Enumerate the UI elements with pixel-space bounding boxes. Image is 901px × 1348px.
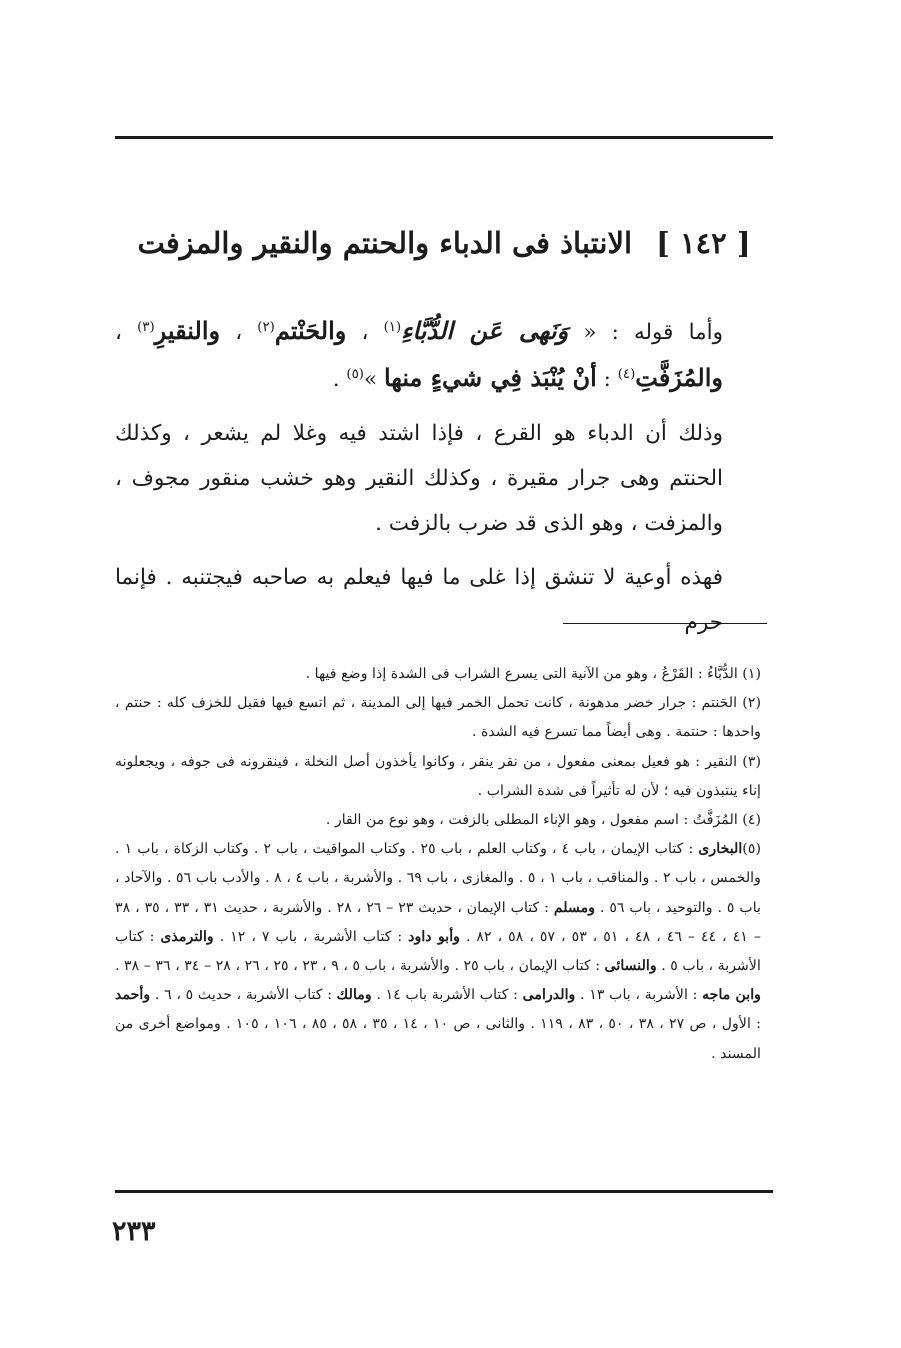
paragraph-1: وأما قوله : « وَنَهى عَن الدُّبَّاءِ$^{(١)}$ ، والحَنْتم$^{(٢)}$ ، والنقيرِ$^{(٣)}$ ، والمُزَفَّتِ$^{(٤)}$ : أنْ يُنْبَذ فِي شيءٍ منها »$^{(٥)}$ .: [115, 316, 723, 392]
paragraph-2: وذلك أن الدباء هو القرع ، فإذا اشتد فيه وغلا لم يشعر ، وكذلك الحنتم وهى جرار مقيرة ، وكذلك النقير وهو خشب منقور مجوف ، والمزفت ، وهو الذى قد ضرب بالزفت .: [115, 421, 723, 536]
paragraph-3: فهذه أوعية لا تنشق إذا غلى ما فيها فيعلم به صاحبه فيجتنبه . فإنما حرم: [115, 565, 723, 635]
footnote-1: (١) الدُّبَّاءُ : القَرْعُ ، وهو من الآنية التى يسرع الشراب فى الشدة إذا وضع فيها .: [305, 666, 761, 682]
footnote-3: (٣) النقير : هو فعيل بمعنى مفعول ، من نقر ينقر ، وكانوا يأخذون أصل النخلة ، فينقرونه فى جوفه ، ويجعلونه إناء ينتبذون فيه ؛ لأن له تأثيراً فى شدة الشراب .: [115, 753, 761, 799]
page-number: ٢٣٣: [112, 1216, 156, 1247]
footnotes: [115, 660, 773, 1069]
top-rule: [115, 136, 773, 139]
bottom-rule: [115, 1190, 773, 1193]
section-heading: [115, 218, 773, 268]
footnote-5: (٥)البخارى : كتاب الإيمان ، باب ٤ ، وكتاب العلم ، باب ٢٥ . وكتاب المواقيت ، باب ٢ . وكتاب الزكاة ، باب ١ . والخمس ، باب ٢ . والمناقب ، باب ١ ، ٥ . والمغازى ، باب ٦٩ . والأشربة ، باب ٤ ، ٨ . والأدب باب ٥٦ . والآحاد ، باب ٥ . والتوحيد ، باب ٥٦ . ومسلم : كتاب الإيمان ، حديث ٢٣ – ٢٦ ، ٢٨ . والأشربة ، حديث ٣١ ، ٣٣ ، ٣٥ ، ٣٨ – ٤١ ، ٤٤ – ٤٦ ، ٤٨ ، ٥١ ، ٥٣ ، ٥٧ ، ٥٨ ، ٨٢ . وأبو داود : كتاب الأشربة ، باب ٧ ، ١٢ . والترمذى : كتاب الأشربة ، باب ٥ . والنسائى : كتاب الإيمان ، باب ٢٥ . والأشربة ، باب ٥ ، ٩ ، ٢٣ ، ٢٥ ، ٢٦ ، ٢٨ – ٣٤ ، ٣٦ – ٣٨ . وابن ماجه : الأشربة ، باب ١٣ . والدرامى : كتاب الأشربة باب ١٤ . ومالك : كتاب الأشربة ، حديث ٥ ، ٦ . وأحمد : الأول ، ص ٢٧ ، ٣٨ ، ٥٠ ، ٨٣ ، ١١٩ . والثانى ، ص ١٠ ، ١٤ ، ٣٥ ، ٥٨ ، ٨٥ ، ١٠٦ ، ١٠٥ . ومواضع أخرى من المسند .: [115, 841, 761, 1062]
section-title: الانتباذ فى الدباء والحنتم والنقير والمزفت: [137, 226, 633, 260]
footnote-4: (٤) المُزَفَّتُ : اسم مفعول ، وهو الإناء المطلى بالزفت ، وهو نوع من القار .: [325, 812, 761, 829]
footnote-separator: [563, 623, 767, 624]
body-text: [115, 308, 773, 645]
footnote-2: (٢) الحَنتم : جرار خضر مدهونة ، كانت تحمل الخمر فيها إلى المدينة ، ثم اتسع فيها فقيل للخزف كله : حنتم ، واحدها : حنتمة . وهى أيضاً مما تسرع فيه الشدة .: [115, 695, 761, 741]
section-number: [ ١٤٢ ]: [656, 226, 751, 260]
